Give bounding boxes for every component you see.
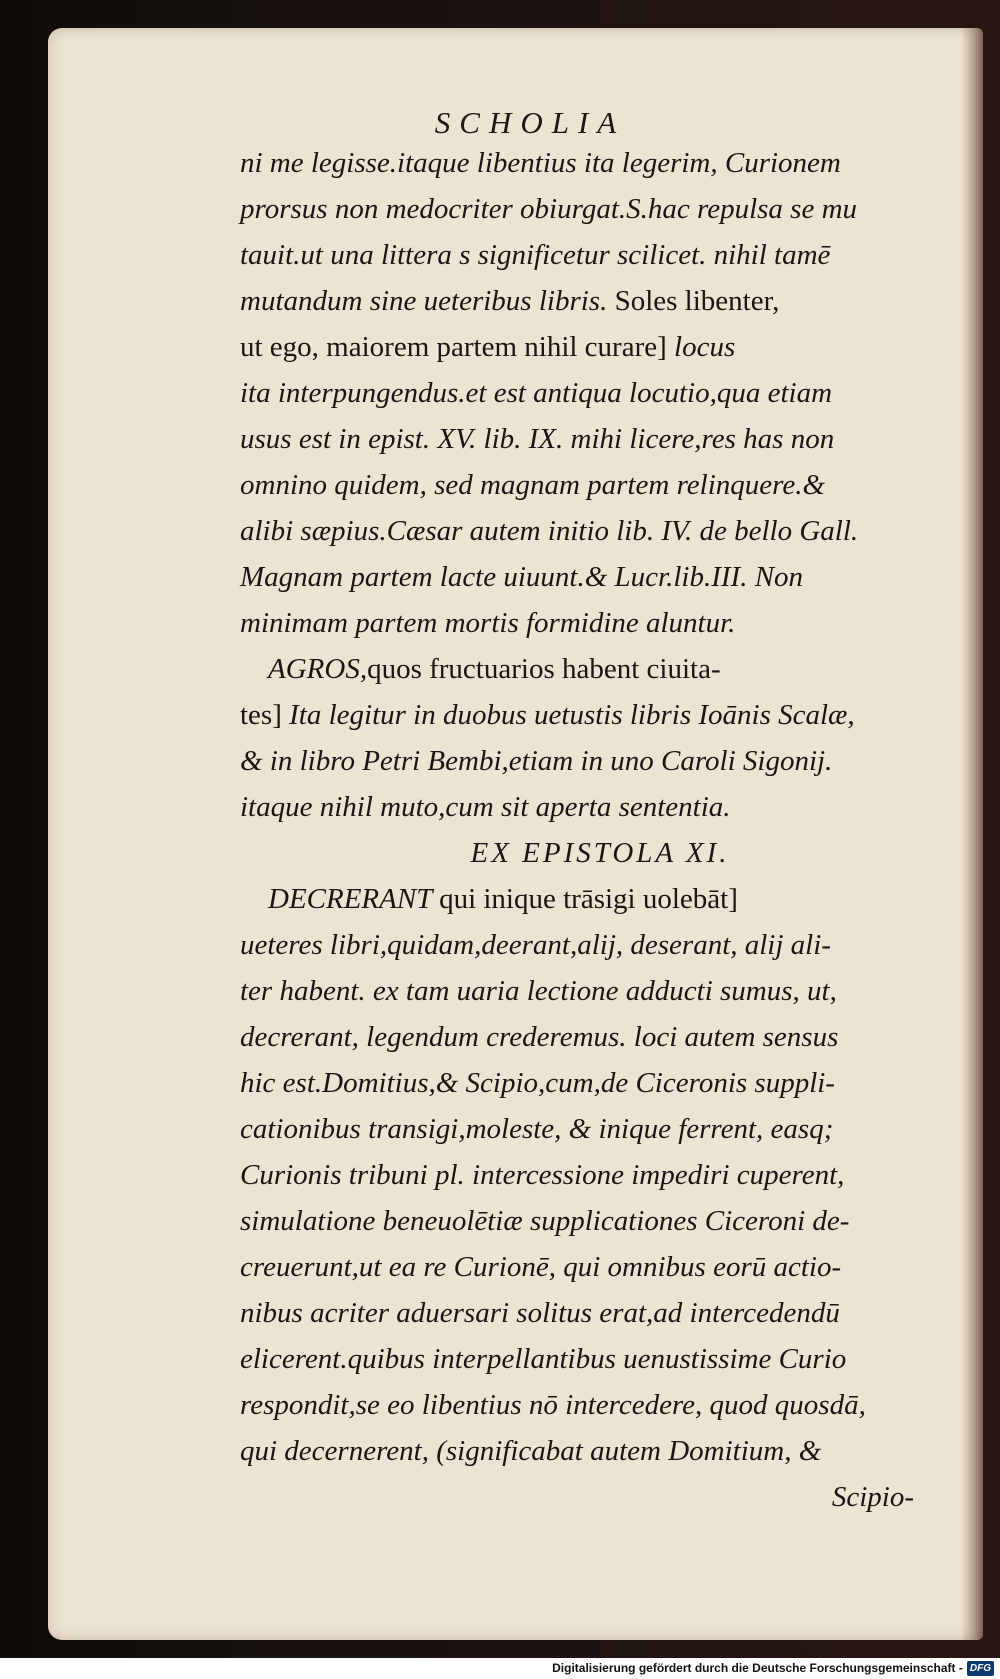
text-line (240, 554, 940, 600)
text-line (240, 1382, 940, 1428)
text-line (240, 1428, 940, 1474)
text-segment: AGROS, (268, 653, 368, 685)
text-segment: elicerent.quibus interpellantibus uenustissime Curio (240, 1343, 847, 1375)
text-segment: itaque nihil muto,cum sit aperta sententia. (240, 791, 731, 823)
body-text (240, 140, 940, 1520)
text-line (240, 600, 940, 646)
text-segment: respondit,se eo libentius nō intercedere, quod quosdā, (240, 1389, 866, 1421)
text-line (240, 1244, 940, 1290)
text-segment: minimam partem mortis formidine aluntur. (240, 607, 736, 639)
text-segment: EX EPISTOLA XI. (470, 837, 730, 869)
text-line (240, 232, 940, 278)
text-segment: simulatione beneuolētiæ supplicationes Ciceroni de- (240, 1205, 850, 1237)
text-line (240, 1014, 940, 1060)
text-segment: decrerant, legendum crederemus. loci autem sensus (240, 1021, 839, 1053)
text-segment: omnino quidem, sed magnam partem relinquere.& (240, 469, 826, 501)
text-line (240, 922, 940, 968)
text-segment: qui inique trāsigi uolebāt] (439, 883, 738, 915)
text-line (240, 1152, 940, 1198)
text-line (240, 784, 940, 830)
text-line (240, 462, 940, 508)
text-segment: alibi sæpius.Cæsar autem initio lib. IV. de bello Gall. (240, 515, 859, 547)
text-line (240, 1106, 940, 1152)
text-segment: ni me legisse.itaque libentius ita legerim, Curionem (240, 147, 841, 179)
dfg-logo: DFG (967, 1661, 994, 1676)
text-line (240, 140, 940, 186)
text-segment: Curionis tribuni pl. intercessione impediri cuperent, (240, 1159, 845, 1191)
text-line (240, 1198, 940, 1244)
text-line (240, 692, 940, 738)
text-segment: nibus acriter aduersari solitus erat,ad intercedendū (240, 1297, 840, 1329)
text-line (240, 416, 940, 462)
section-heading (240, 830, 940, 876)
text-line (240, 324, 940, 370)
text-line (240, 646, 940, 692)
text-segment: qui decernerent, (significabat autem Domitium, & (240, 1435, 822, 1467)
text-lines (240, 140, 940, 1474)
text-segment: Ita legitur in duobus uetustis libris Ioānis Scalæ, (289, 699, 855, 731)
page-gutter-shadow (961, 28, 983, 1640)
text-segment: ter habent. ex tam uaria lectione adducti sumus, ut, (240, 975, 837, 1007)
text-line (240, 508, 940, 554)
text-line (240, 1060, 940, 1106)
text-segment: creuerunt,ut ea re Curionē, qui omnibus eorū actio- (240, 1251, 842, 1283)
text-segment: tes] (240, 699, 290, 731)
text-line (240, 968, 940, 1014)
text-line (240, 1290, 940, 1336)
text-segment: ut ego, maiorem partem nihil curare] (240, 331, 675, 363)
text-segment: prorsus non medocriter obiurgat.S.hac repulsa se mu (240, 193, 858, 225)
digitization-credit: Digitalisierung gefördert durch die Deutsche Forschungsgemeinschaft (552, 1661, 956, 1676)
text-line (240, 738, 940, 784)
text-line (240, 278, 940, 324)
text-segment: mutandum sine ueteribus libris. (240, 285, 615, 317)
text-line (240, 1336, 940, 1382)
text-segment: ueteres libri,quidam,deerant,alij, deserant, alij ali- (240, 929, 831, 961)
text-segment: ita interpungendus.et est antiqua locutio,qua etiam (240, 377, 833, 409)
text-segment: Soles libenter, (614, 285, 780, 317)
text-segment: DECRERANT (268, 883, 440, 915)
text-segment: hic est.Domitius,& Scipio,cum,de Ciceronis suppli- (240, 1067, 835, 1099)
text-segment: Magnam partem lacte uiuunt.& Lucr.lib.III. Non (240, 561, 804, 593)
digitization-credit-bar: Digitalisierung gefördert durch die Deutsche Forschungsgemeinschaft - DFG (0, 1658, 1000, 1679)
text-segment: locus (674, 331, 736, 363)
text-segment: cationibus transigi,moleste, & inique ferrent, easq; (240, 1113, 834, 1145)
running-head: SCHOLIA (434, 105, 626, 140)
text-segment: quos fructuarios habent ciuita- (367, 653, 721, 685)
text-segment: usus est in epist. XV. lib. IX. mihi licere,res has non (240, 423, 835, 455)
text-segment: & in libro Petri Bembi,etiam in uno Caroli Sigonij. (240, 745, 833, 777)
text-segment: tauit.ut una littera s significetur scilicet. nihil tamē (240, 239, 831, 271)
text-line (240, 186, 940, 232)
catchword: Scipio- (831, 1481, 914, 1513)
text-line (240, 876, 940, 922)
text-line (240, 370, 940, 416)
